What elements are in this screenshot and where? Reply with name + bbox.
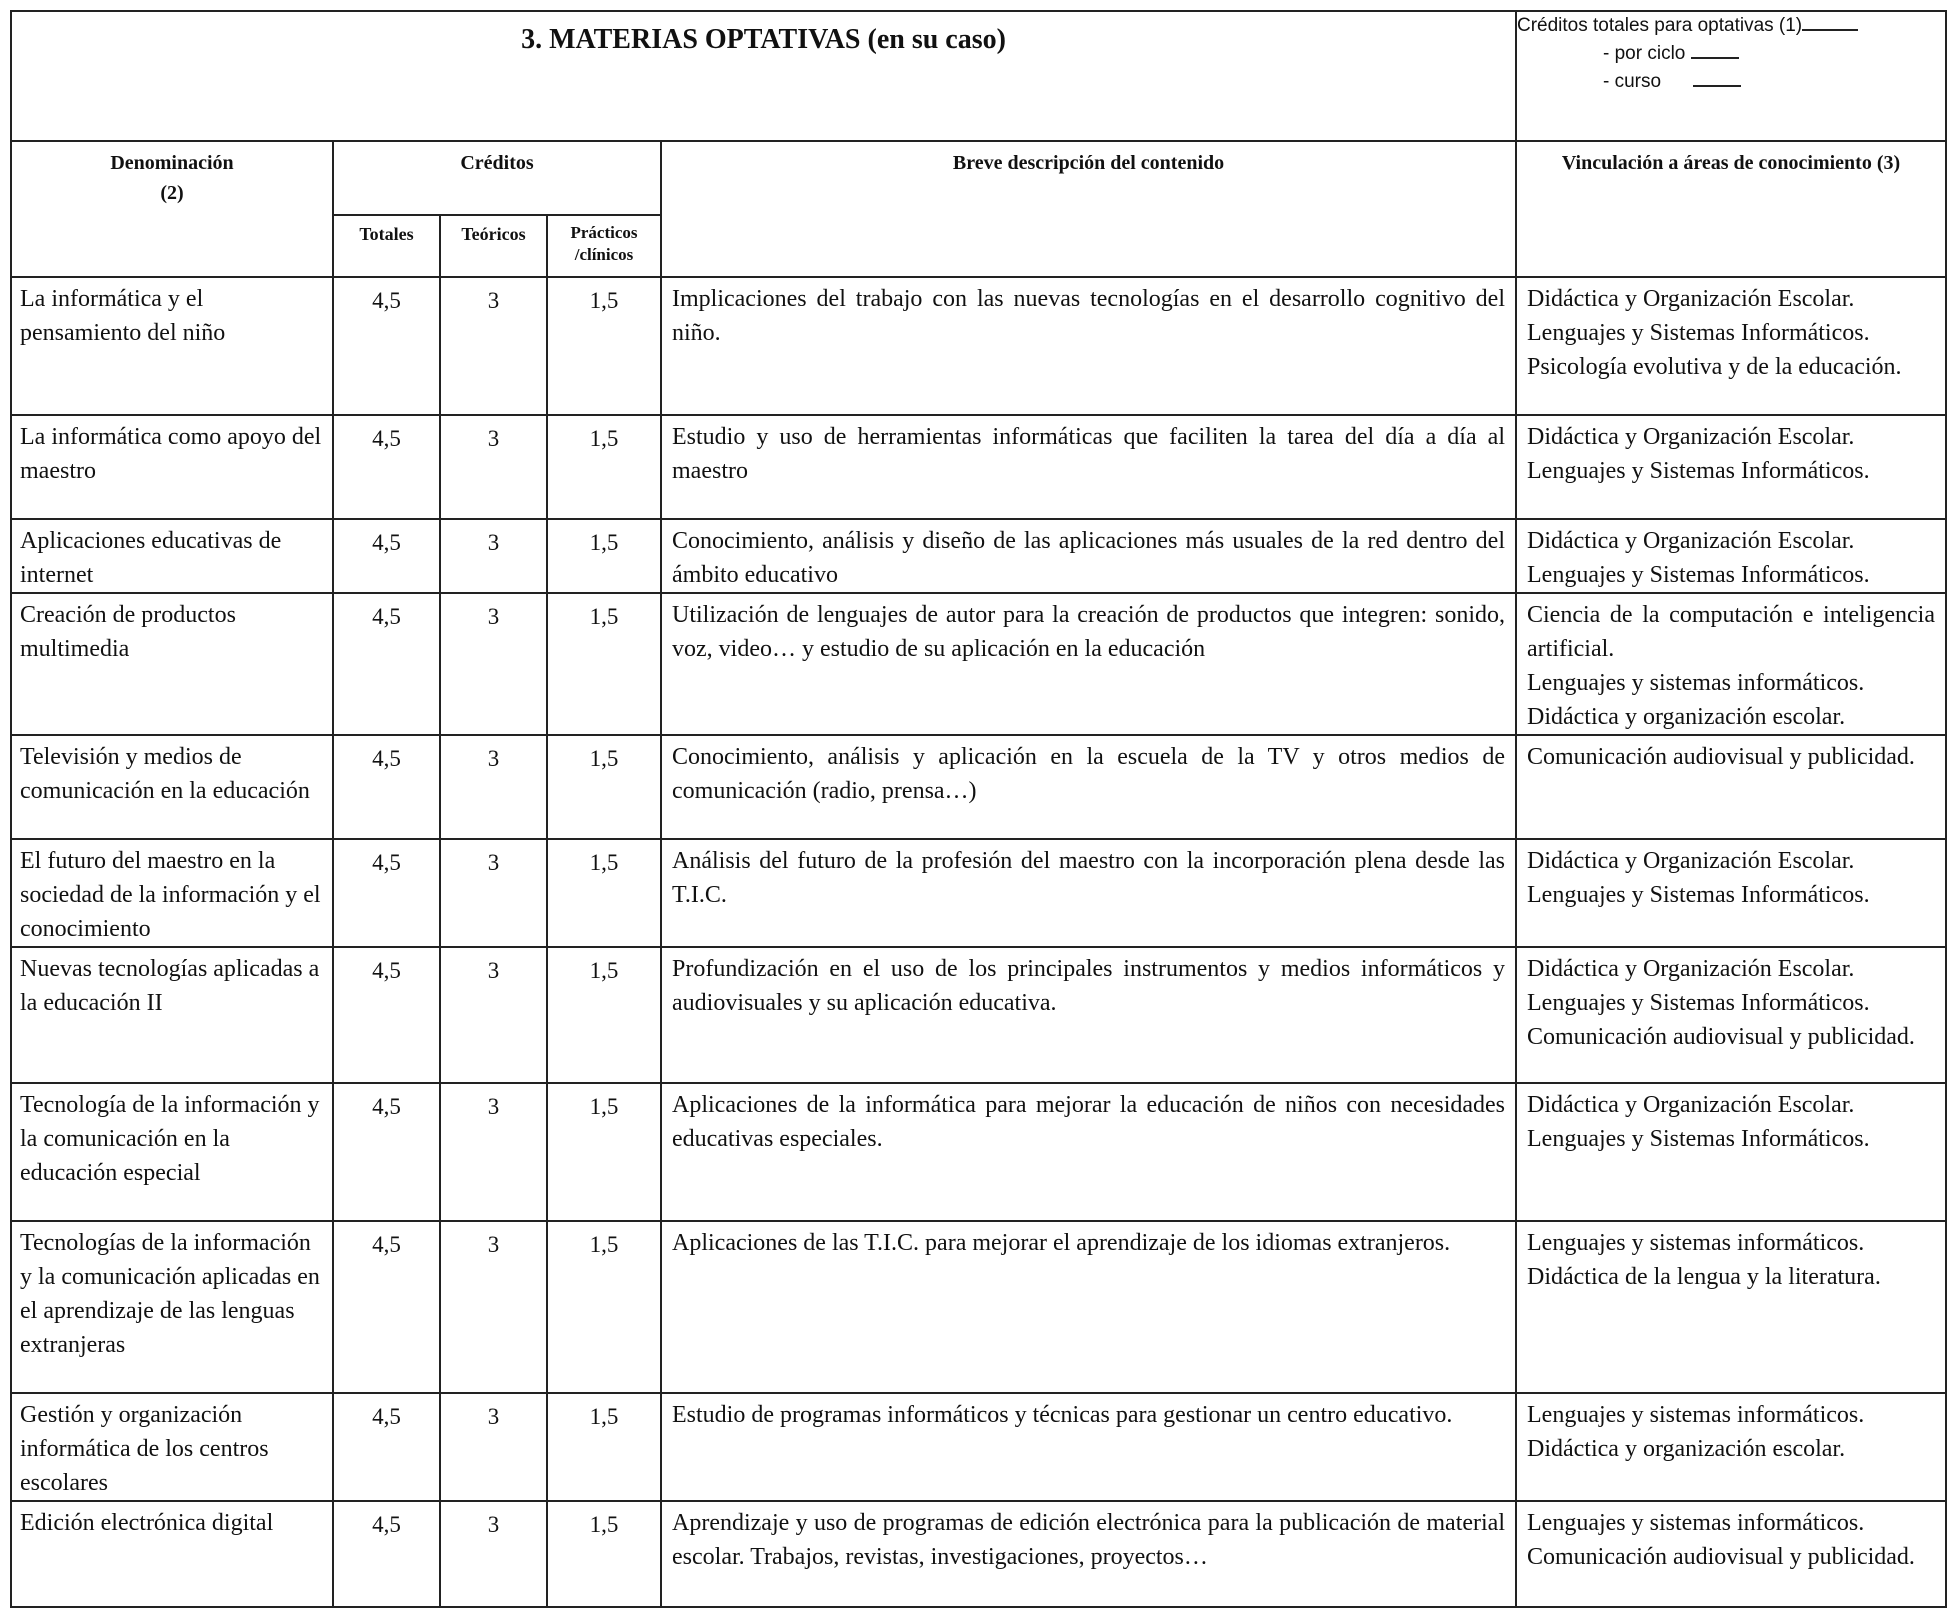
subject-description: Aplicaciones de las T.I.C. para mejorar el aprendizaje de los idiomas extranjeros.	[661, 1221, 1516, 1393]
knowledge-area: Lenguajes y Sistemas Informáticos.	[1527, 1126, 1870, 1152]
knowledge-area: Lenguajes y sistemas informáticos.	[1527, 670, 1865, 696]
knowledge-areas	[1516, 1083, 1946, 1221]
subject-description: Aprendizaje y uso de programas de edición electrónica para la publicación de material escolar. Trabajos, revistas, investigaciones, proyectos…	[661, 1501, 1516, 1607]
subject-name: Edición electrónica digital	[11, 1501, 333, 1607]
knowledge-area: Didáctica de la lengua y la literatura.	[1527, 1264, 1881, 1290]
table-row	[11, 1393, 1946, 1501]
knowledge-area: Lenguajes y Sistemas Informáticos.	[1527, 882, 1870, 908]
credits-theoretical: 3	[440, 519, 547, 593]
subject-name: Televisión y medios de comunicación en la educación	[11, 735, 333, 839]
title-cell	[11, 11, 1516, 141]
credits-totals: 4,5	[333, 839, 440, 947]
optional-subjects-form	[10, 10, 1945, 1608]
credits-total-line	[1517, 12, 1945, 40]
credits-totals: 4,5	[333, 415, 440, 519]
credits-practical: 1,5	[547, 415, 661, 519]
header-theoretical-label: Teóricos	[461, 224, 526, 244]
knowledge-areas	[1516, 593, 1946, 735]
knowledge-area: Lenguajes y Sistemas Informáticos.	[1527, 320, 1870, 346]
knowledge-area: Lenguajes y sistemas informáticos.	[1527, 1230, 1865, 1256]
table-row	[11, 1083, 1946, 1221]
table-row	[11, 1221, 1946, 1393]
credits-theoretical: 3	[440, 1393, 547, 1501]
table-row	[11, 1501, 1946, 1607]
title-row	[11, 11, 1946, 141]
header-areas-label: Vinculación a áreas de conocimiento (3)	[1561, 152, 1901, 174]
credits-theoretical: 3	[440, 1221, 547, 1393]
credits-totals: 4,5	[333, 1221, 440, 1393]
header-denomination-note: (2)	[160, 182, 184, 204]
subject-description: Profundización en el uso de los principales instrumentos y medios informáticos y audiovisuales y su aplicación educativa.	[661, 947, 1516, 1083]
credits-theoretical: 3	[440, 735, 547, 839]
header-practical	[547, 215, 661, 277]
credits-practical: 1,5	[547, 1083, 661, 1221]
subject-name: La informática como apoyo del maestro	[11, 415, 333, 519]
subject-name: Gestión y organización informática de los centros escolares	[11, 1393, 333, 1501]
credits-theoretical: 3	[440, 593, 547, 735]
table-row	[11, 839, 1946, 947]
per-course-label: - curso	[1603, 71, 1662, 92]
credits-practical: 1,5	[547, 1501, 661, 1607]
credits-theoretical: 3	[440, 1501, 547, 1607]
knowledge-area: Comunicación audiovisual y publicidad.	[1527, 1544, 1915, 1570]
knowledge-area: Psicología evolutiva y de la educación.	[1527, 354, 1902, 380]
header-areas	[1516, 141, 1946, 277]
credits-practical: 1,5	[547, 839, 661, 947]
header-totals-label: Totales	[359, 224, 414, 244]
subject-description: Estudio y uso de herramientas informáticas que faciliten la tarea del día a día al maestro	[661, 415, 1516, 519]
per-cycle-line	[1517, 40, 1945, 68]
optional-subjects-table	[10, 10, 1947, 1608]
header-denomination-label: Denominación	[110, 152, 234, 174]
credits-theoretical: 3	[440, 839, 547, 947]
knowledge-area: Didáctica y Organización Escolar.	[1527, 424, 1855, 450]
table-row	[11, 593, 1946, 735]
credits-practical: 1,5	[547, 1393, 661, 1501]
header-totals	[333, 215, 440, 277]
column-header-row	[11, 141, 1946, 215]
credits-theoretical: 3	[440, 1083, 547, 1221]
credits-totals: 4,5	[333, 277, 440, 415]
credits-totals: 4,5	[333, 1501, 440, 1607]
header-description-label: Breve descripción del contenido	[952, 152, 1225, 174]
table-row	[11, 415, 1946, 519]
credits-totals: 4,5	[333, 519, 440, 593]
header-credits	[333, 141, 661, 215]
subject-name: Nuevas tecnologías aplicadas a la educación II	[11, 947, 333, 1083]
subject-description: Implicaciones del trabajo con las nuevas tecnologías en el desarrollo cognitivo del niño.	[661, 277, 1516, 415]
knowledge-area: Lenguajes y Sistemas Informáticos.	[1527, 562, 1870, 588]
subject-name: Tecnologías de la información y la comunicación aplicadas en el aprendizaje de las lenguas extranjeras	[11, 1221, 333, 1393]
table-row	[11, 735, 1946, 839]
knowledge-areas	[1516, 735, 1946, 839]
credits-totals: 4,5	[333, 593, 440, 735]
credits-practical: 1,5	[547, 519, 661, 593]
knowledge-area: Comunicación audiovisual y publicidad.	[1527, 744, 1915, 770]
credits-totals: 4,5	[333, 1393, 440, 1501]
knowledge-area: Didáctica y Organización Escolar.	[1527, 528, 1855, 554]
knowledge-areas	[1516, 1501, 1946, 1607]
credits-theoretical: 3	[440, 947, 547, 1083]
credits-summary-box	[1516, 11, 1946, 141]
knowledge-area: Lenguajes y Sistemas Informáticos.	[1527, 990, 1870, 1016]
knowledge-area: Didáctica y organización escolar.	[1527, 704, 1846, 730]
knowledge-areas	[1516, 277, 1946, 415]
credits-total-label: Créditos totales para optativas (1)	[1517, 15, 1803, 36]
per-course-blank	[1693, 85, 1741, 87]
header-description	[661, 141, 1516, 277]
per-cycle-blank	[1691, 57, 1739, 59]
knowledge-areas	[1516, 947, 1946, 1083]
subject-name: Creación de productos multimedia	[11, 593, 333, 735]
credits-practical: 1,5	[547, 593, 661, 735]
credits-practical: 1,5	[547, 277, 661, 415]
knowledge-areas	[1516, 1221, 1946, 1393]
knowledge-area: Lenguajes y sistemas informáticos.	[1527, 1402, 1865, 1428]
credits-practical: 1,5	[547, 1221, 661, 1393]
header-credits-label: Créditos	[460, 152, 534, 174]
knowledge-area: Didáctica y Organización Escolar.	[1527, 956, 1855, 982]
per-cycle-label: - por ciclo	[1603, 43, 1686, 64]
credits-totals: 4,5	[333, 735, 440, 839]
subject-name: Tecnología de la información y la comunicación en la educación especial	[11, 1083, 333, 1221]
subject-name: El futuro del maestro en la sociedad de la información y el conocimiento	[11, 839, 333, 947]
page-title: 3. MATERIAS OPTATIVAS (en su caso)	[521, 24, 1006, 55]
header-denomination	[11, 141, 333, 277]
knowledge-areas	[1516, 839, 1946, 947]
credits-total-blank	[1802, 29, 1858, 31]
knowledge-area: Lenguajes y sistemas informáticos.	[1527, 1510, 1865, 1536]
subject-description: Estudio de programas informáticos y técnicas para gestionar un centro educativo.	[661, 1393, 1516, 1501]
table-row	[11, 519, 1946, 593]
knowledge-area: Comunicación audiovisual y publicidad.	[1527, 1024, 1915, 1050]
knowledge-areas	[1516, 519, 1946, 593]
knowledge-area: Didáctica y Organización Escolar.	[1527, 286, 1855, 312]
subject-name: Aplicaciones educativas de internet	[11, 519, 333, 593]
subject-description: Aplicaciones de la informática para mejorar la educación de niños con necesidades educativas especiales.	[661, 1083, 1516, 1221]
credits-practical: 1,5	[547, 735, 661, 839]
subject-name: La informática y el pensamiento del niño	[11, 277, 333, 415]
knowledge-areas	[1516, 1393, 1946, 1501]
header-practical-label: Prácticos /clínicos	[570, 223, 638, 264]
knowledge-area: Lenguajes y Sistemas Informáticos.	[1527, 458, 1870, 484]
knowledge-area: Didáctica y Organización Escolar.	[1527, 1092, 1855, 1118]
knowledge-area: Didáctica y Organización Escolar.	[1527, 848, 1855, 874]
credits-practical: 1,5	[547, 947, 661, 1083]
credits-theoretical: 3	[440, 415, 547, 519]
subject-description: Conocimiento, análisis y aplicación en la escuela de la TV y otros medios de comunicación (radio, prensa…)	[661, 735, 1516, 839]
credits-totals: 4,5	[333, 947, 440, 1083]
per-course-line	[1517, 68, 1945, 96]
knowledge-area: Didáctica y organización escolar.	[1527, 1436, 1846, 1462]
header-theoretical	[440, 215, 547, 277]
table-row	[11, 947, 1946, 1083]
credits-theoretical: 3	[440, 277, 547, 415]
table-row	[11, 277, 1946, 415]
knowledge-areas	[1516, 415, 1946, 519]
credits-totals: 4,5	[333, 1083, 440, 1221]
knowledge-area: Ciencia de la computación e inteligencia artificial.	[1527, 602, 1935, 662]
subject-description: Utilización de lenguajes de autor para la creación de productos que integren: sonido, voz, video… y estudio de su aplicación en la educación	[661, 593, 1516, 735]
subject-description: Análisis del futuro de la profesión del maestro con la incorporación plena desde las T.I.C.	[661, 839, 1516, 947]
subject-description: Conocimiento, análisis y diseño de las aplicaciones más usuales de la red dentro del ámbito educativo	[661, 519, 1516, 593]
